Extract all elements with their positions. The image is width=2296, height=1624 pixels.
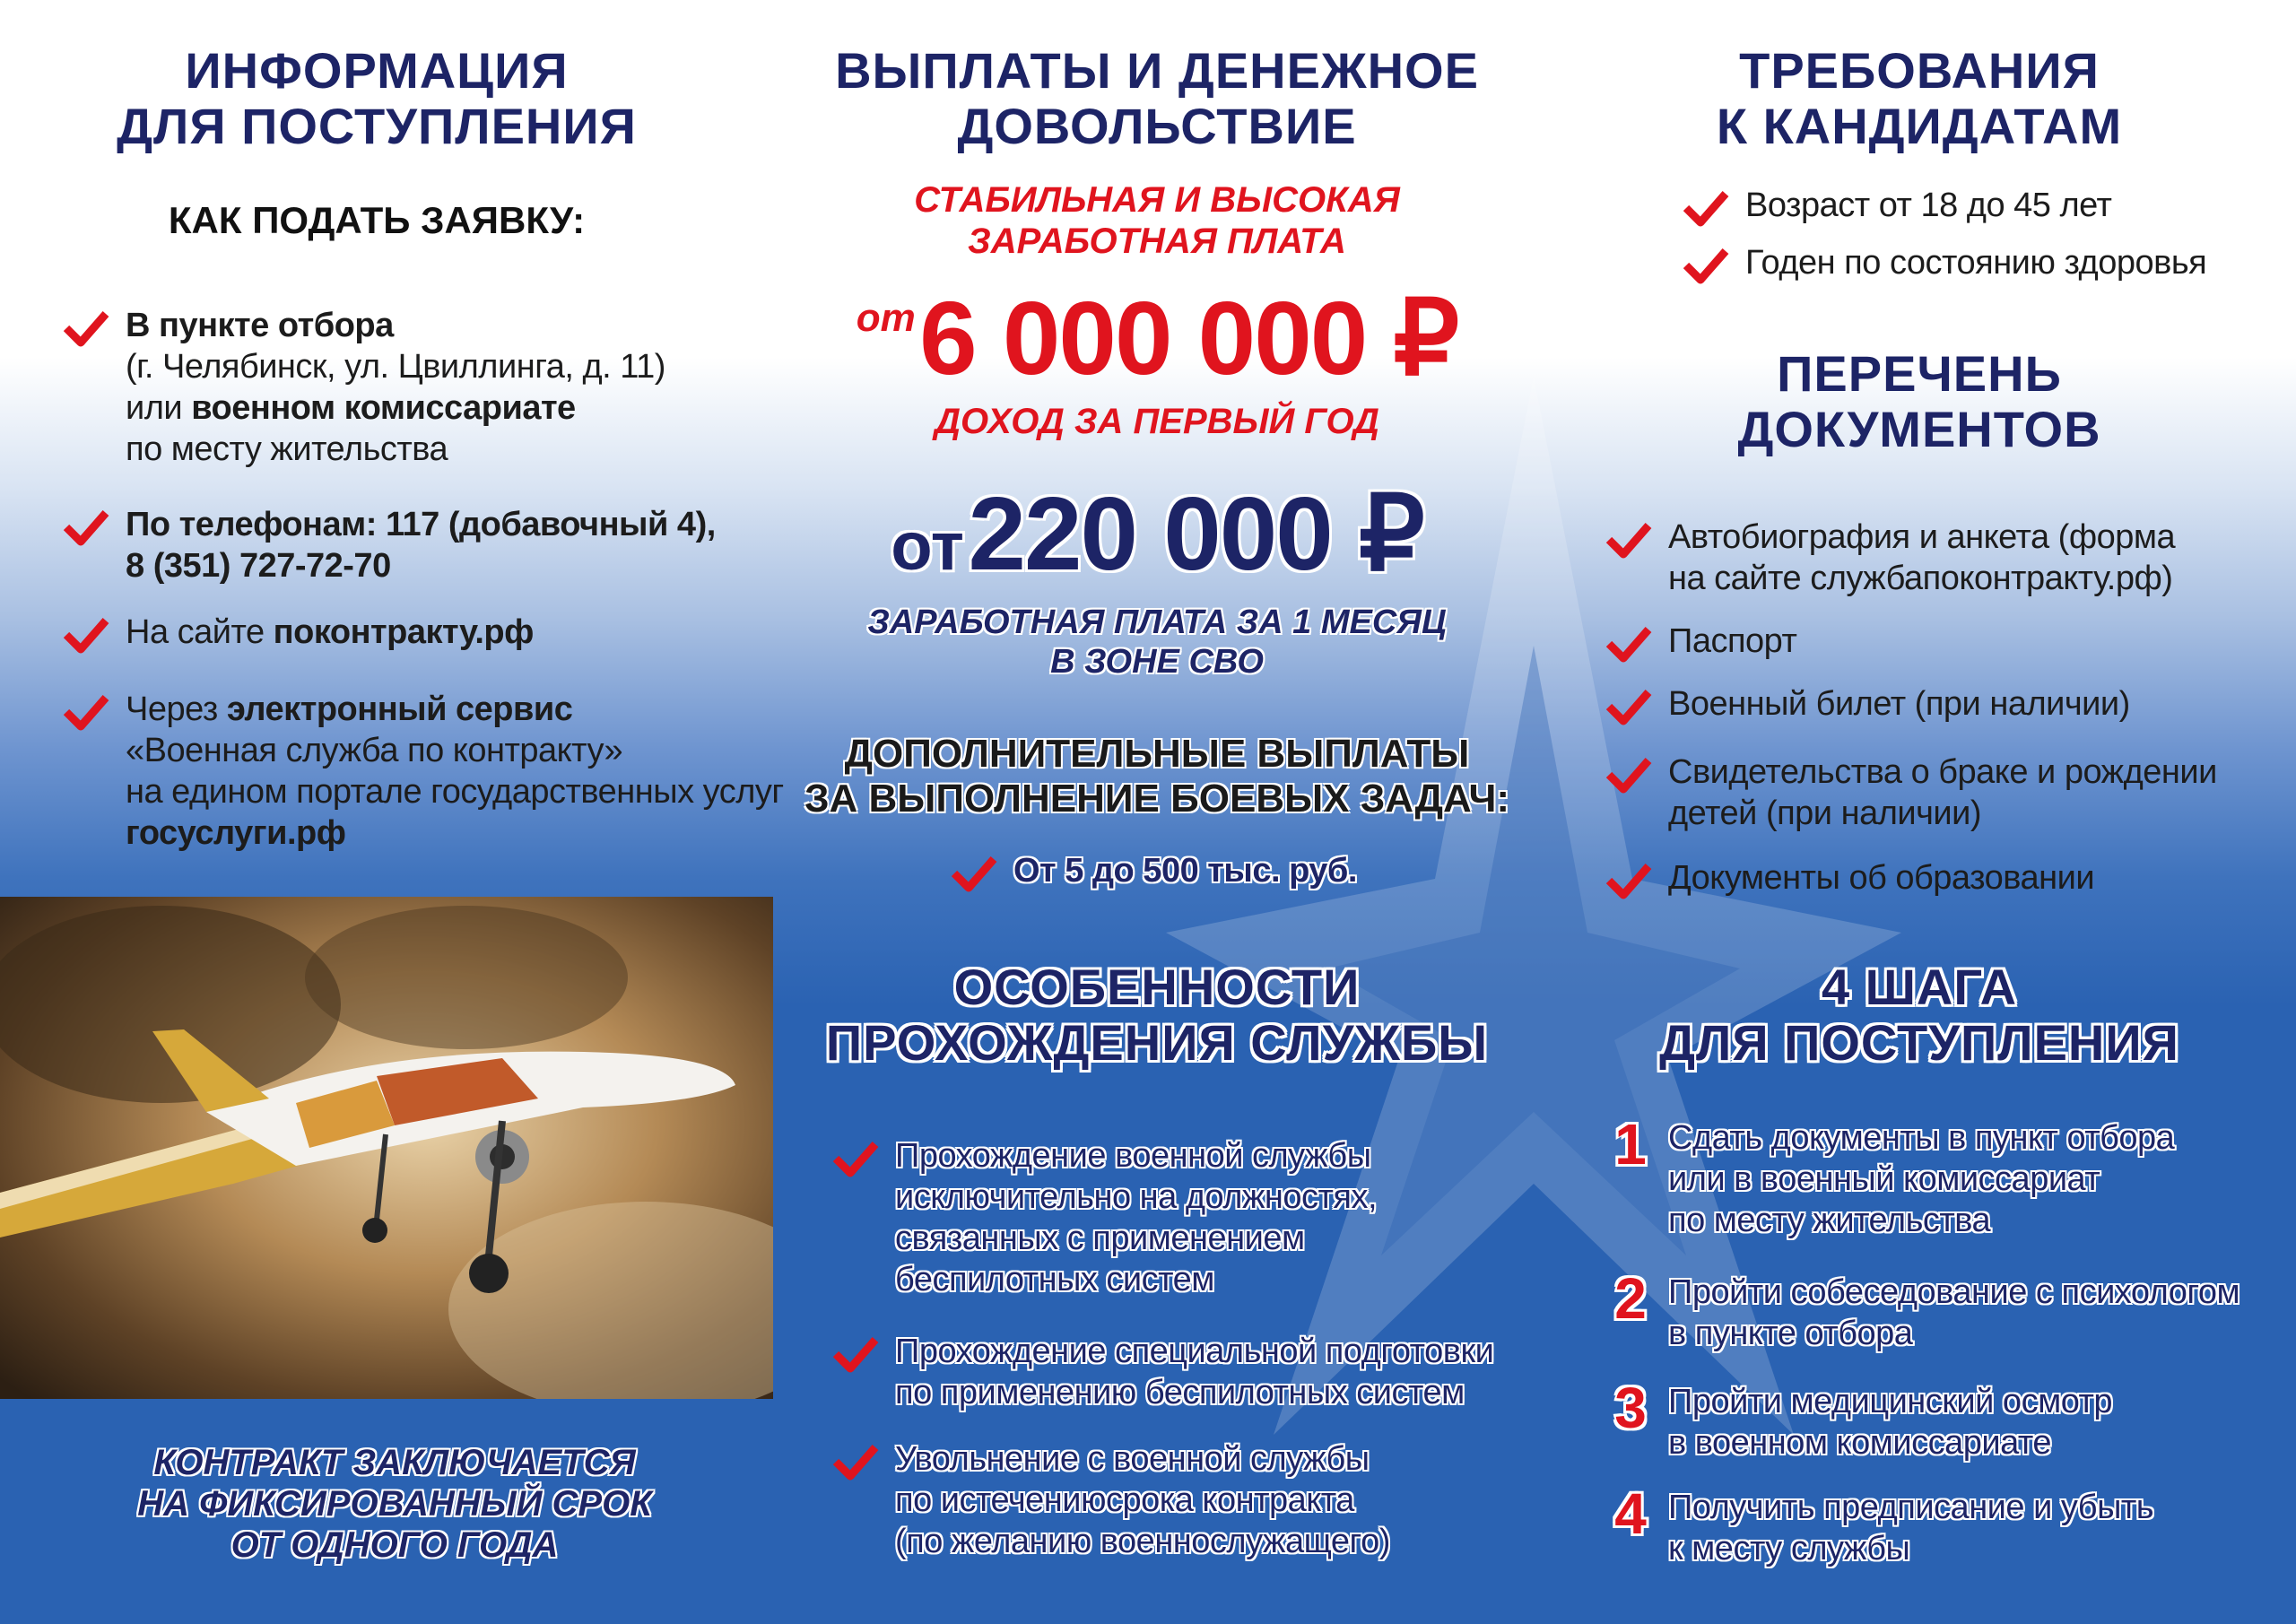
check-icon [63, 692, 109, 732]
check-icon [832, 1334, 879, 1374]
documents-title-line2: ДОКУМЕНТОВ [1737, 401, 2101, 457]
apply-item-website [63, 612, 534, 655]
contract-line3: ОТ ОДНОГО ГОДА [230, 1525, 559, 1565]
step-2-number: 2 [1614, 1266, 1647, 1331]
feature-1-line1: Прохождение военной службы [895, 1137, 1371, 1175]
requirements-title-line1: ТРЕБОВАНИЯ [1739, 42, 2100, 99]
apply-item-eservice [63, 689, 784, 854]
check-icon [1605, 687, 1652, 726]
requirement-age-text: Возраст от 18 до 45 лет [1745, 187, 2112, 224]
feature-2-line2: по применению беспилотных систем [895, 1374, 1465, 1411]
extra-payments-line1: ДОПОЛНИТЕЛЬНЫЕ ВЫПЛАТЫ [844, 732, 1470, 776]
payments-title-line2: ДОВОЛЬСТВИЕ [957, 98, 1357, 154]
feature-1-line4: беспилотных систем [895, 1261, 1214, 1298]
check-icon [1683, 188, 1729, 228]
year-income-amount [789, 280, 1525, 396]
step-item-1 [1605, 1112, 2175, 1241]
check-icon [1605, 520, 1652, 560]
feature-3-line3: (по желанию военнослужащего) [895, 1523, 1390, 1560]
documents-title-line1: ПЕРЕЧЕНЬ [1777, 345, 2062, 402]
apply-eservice-name: «Военная служба по контракту» [126, 732, 623, 769]
month-caption-line1: ЗАРАБОТНАЯ ПЛАТА ЗА 1 МЕСЯЦ [867, 604, 1447, 641]
contract-line2: НА ФИКСИРОВАННЫЙ СРОК [137, 1484, 652, 1524]
features-title-line2: ПРОХОЖДЕНИЯ СЛУЖБЫ [825, 1014, 1489, 1071]
check-icon [1683, 246, 1729, 285]
step-4-line2: к месту службы [1668, 1530, 1910, 1568]
document-4-line2: детей (при наличии) [1668, 795, 1982, 832]
step-3-number: 3 [1614, 1376, 1647, 1440]
payments-title-line1: ВЫПЛАТЫ И ДЕНЕЖНОЕ [835, 42, 1479, 99]
check-icon [832, 1442, 879, 1481]
step-2-line2: в пункте отбора [1668, 1315, 1913, 1352]
check-icon [1605, 624, 1652, 664]
check-icon [951, 854, 997, 893]
requirements-title-line2: К КАНДИДАТАМ [1716, 98, 2123, 154]
year-income-caption: ДОХОД ЗА ПЕРВЫЙ ГОД [935, 402, 1379, 441]
check-icon [63, 615, 109, 655]
document-item-autobiography [1605, 517, 2175, 599]
check-icon [63, 308, 109, 348]
check-icon [832, 1139, 879, 1178]
month-amount-value: 220 000 ₽ [968, 475, 1423, 592]
document-1-line1: Автобиография и анкета (форма [1668, 518, 2176, 556]
step-4-line1: Получить предписание и убыть [1668, 1489, 2154, 1526]
apply-website-prefix: На сайте [126, 613, 274, 651]
step-3-line1: Пройти медицинский осмотр [1668, 1383, 2113, 1420]
step-1-line2: или в военный комиссариат [1668, 1160, 2100, 1198]
contract-term-note [36, 1442, 753, 1566]
step-item-3 [1605, 1376, 2113, 1463]
drone-photo [0, 897, 773, 1399]
how-to-apply-heading: КАК ПОДАТЬ ЗАЯВКУ: [168, 199, 586, 241]
drone-illustration [0, 897, 773, 1399]
feature-3-line2: по истечениюсрока контракта [895, 1481, 1354, 1519]
apply-commissariat-bold: военном комиссариате [191, 389, 576, 427]
features-title-line1: ОСОБЕННОСТИ [953, 959, 1361, 1015]
apply-phone-line1: По телефонам: 117 (добавочный 4), [126, 506, 716, 543]
document-3-text: Военный билет (при наличии) [1668, 685, 2130, 723]
apply-eservice-portal: на едином портале государственных услуг [126, 773, 784, 811]
apply-eservice-bold: электронный сервис [226, 690, 573, 728]
step-1-line1: Сдать документы в пункт отбора [1668, 1119, 2175, 1157]
extra-payment-range: От 5 до 500 тыс. руб. [1013, 852, 1357, 890]
feature-1-line3: связанных с применением [895, 1220, 1305, 1257]
step-3-line2: в военном комиссариате [1668, 1424, 2052, 1462]
left-title-line2: ДЛЯ ПОСТУПЛЕНИЯ [117, 98, 637, 154]
steps-title-line2: ДЛЯ ПОСТУПЛЕНИЯ [1659, 1014, 2179, 1071]
extra-payments-line2: ЗА ВЫПОЛНЕНИЕ БОЕВЫХ ЗАДАЧ: [804, 777, 1510, 821]
feature-item-2 [832, 1331, 1493, 1413]
left-title-line1: ИНФОРМАЦИЯ [185, 42, 569, 99]
step-2-line1: Пройти собеседование с психологом [1668, 1273, 2240, 1311]
apply-selection-point-bold: В пункте отбора [126, 307, 394, 344]
document-item-education [1605, 857, 2094, 900]
step-item-2 [1605, 1266, 2240, 1354]
apply-website-link[interactable]: поконтракту.рф [273, 613, 534, 651]
requirement-health [1683, 242, 2206, 285]
apply-gosuslugi-link[interactable]: госуслуги.рф [126, 814, 346, 852]
steps-title-line1: 4 ШАГА [1821, 959, 2018, 1015]
check-icon [63, 508, 109, 547]
month-caption-line2: В ЗОНЕ СВО [1050, 643, 1264, 681]
document-4-line1: Свидетельства о браке и рождении [1668, 753, 2217, 791]
step-1-number: 1 [1614, 1112, 1647, 1177]
document-item-certificates [1605, 751, 2217, 834]
stable-salary-line1: СТАБИЛЬНАЯ И ВЫСОКАЯ [914, 180, 1400, 220]
document-item-passport [1605, 621, 1796, 664]
feature-3-line1: Увольнение с военной службы [895, 1440, 1370, 1478]
check-icon [1605, 861, 1652, 900]
stable-salary-line2: ЗАРАБОТНАЯ ПЛАТА [968, 221, 1346, 261]
requirement-health-text: Годен по состоянию здоровья [1745, 244, 2207, 282]
document-5-text: Документы об образовании [1668, 859, 2095, 897]
apply-or: или [126, 389, 192, 427]
requirement-age [1683, 185, 2111, 228]
feature-item-1 [832, 1135, 1377, 1300]
apply-residence: по месту жительства [126, 430, 448, 468]
apply-item-phone [63, 504, 716, 586]
step-4-number: 4 [1614, 1481, 1647, 1546]
year-from-label: от [856, 296, 916, 340]
apply-phone-line2: 8 (351) 727-72-70 [126, 547, 391, 585]
document-2-text: Паспорт [1668, 622, 1797, 660]
contract-line1: КОНТРАКТ ЗАКЛЮЧАЕТСЯ [153, 1443, 636, 1482]
step-item-4 [1605, 1481, 2154, 1569]
year-amount-value: 6 000 000 ₽ [919, 280, 1458, 396]
apply-item-selection-point [63, 305, 665, 470]
feature-1-line2: исключительно на должностях, [895, 1178, 1378, 1216]
month-from-label: от [891, 508, 964, 585]
extra-payment-item [951, 850, 1357, 893]
step-1-line3: по месту жительства [1668, 1202, 1991, 1239]
feature-item-3 [832, 1438, 1390, 1562]
document-item-military-id [1605, 683, 2130, 726]
month-salary-amount [789, 475, 1525, 592]
apply-selection-address: (г. Челябинск, ул. Цвиллинга, д. 11) [126, 348, 665, 386]
document-1-line2: на сайте службапоконтракту.рф) [1668, 560, 2173, 597]
apply-eservice-prefix: Через [126, 690, 227, 728]
check-icon [1605, 755, 1652, 795]
feature-2-line1: Прохождение специальной подготовки [895, 1333, 1494, 1370]
